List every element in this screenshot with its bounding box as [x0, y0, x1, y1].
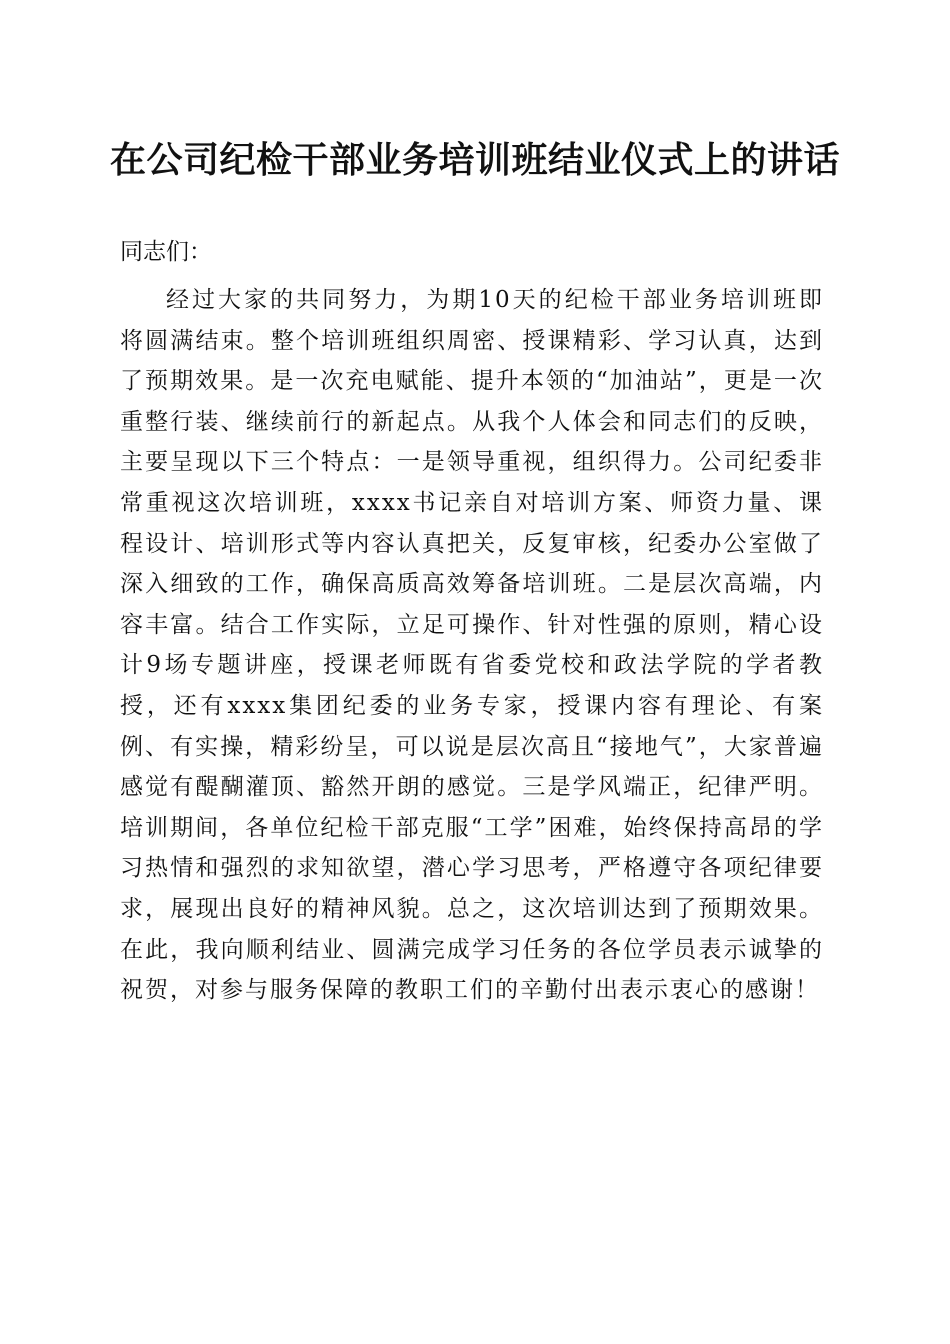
body-paragraph: 经过大家的共同努力，为期10天的纪检干部业务培训班即将圆满结束。整个培训班组织周密、授课精彩、学习认真，达到了预期效果。是一次充电赋能、提升本领的“加油站”，更是一次重整行装、继续前行的新起点。从我个人体会和同志们的反映，主要呈现以下三个特点：一是领导重视，组织得力。公司纪委非常重视这次培训班，xxxx书记亲自对培训方案、师资力量、课程设计、培训形式等内容认真把关，反复审核，纪委办公室做了深入细致的工作，确保高质高效筹备培训班。二是层次高端，内容丰富。结合工作实际，立足可操作、针对性强的原则，精心设计9场专题讲座，授课老师既有省委党校和政法学院的学者教授，还有xxxx集团纪委的业务专家，授课内容有理论、有案例、有实操，精彩纷呈，可以说是层次高且“接地气”，大家普遍感觉有醍醐灌顶、豁然开朗的感觉。三是学风端正，纪律严明。培训期间，各单位纪检干部克服“工学”困难，始终保持高昂的学习热情和强烈的求知欲望，潜心学习思考，严格遵守各项纪律要求，展现出良好的精神风貌。总之，这次培训达到了预期效果。在此，我向顺利结业、圆满完成学习任务的各位学员表示诚挚的祝贺，对参与服务保障的教职工们的辛勤付出表示衷心的感谢！ — [120, 287, 824, 1004]
salutation: 同志们： — [120, 239, 212, 265]
document-title: 在公司纪检干部业务培训班结业仪式上的讲话 — [109, 139, 840, 181]
